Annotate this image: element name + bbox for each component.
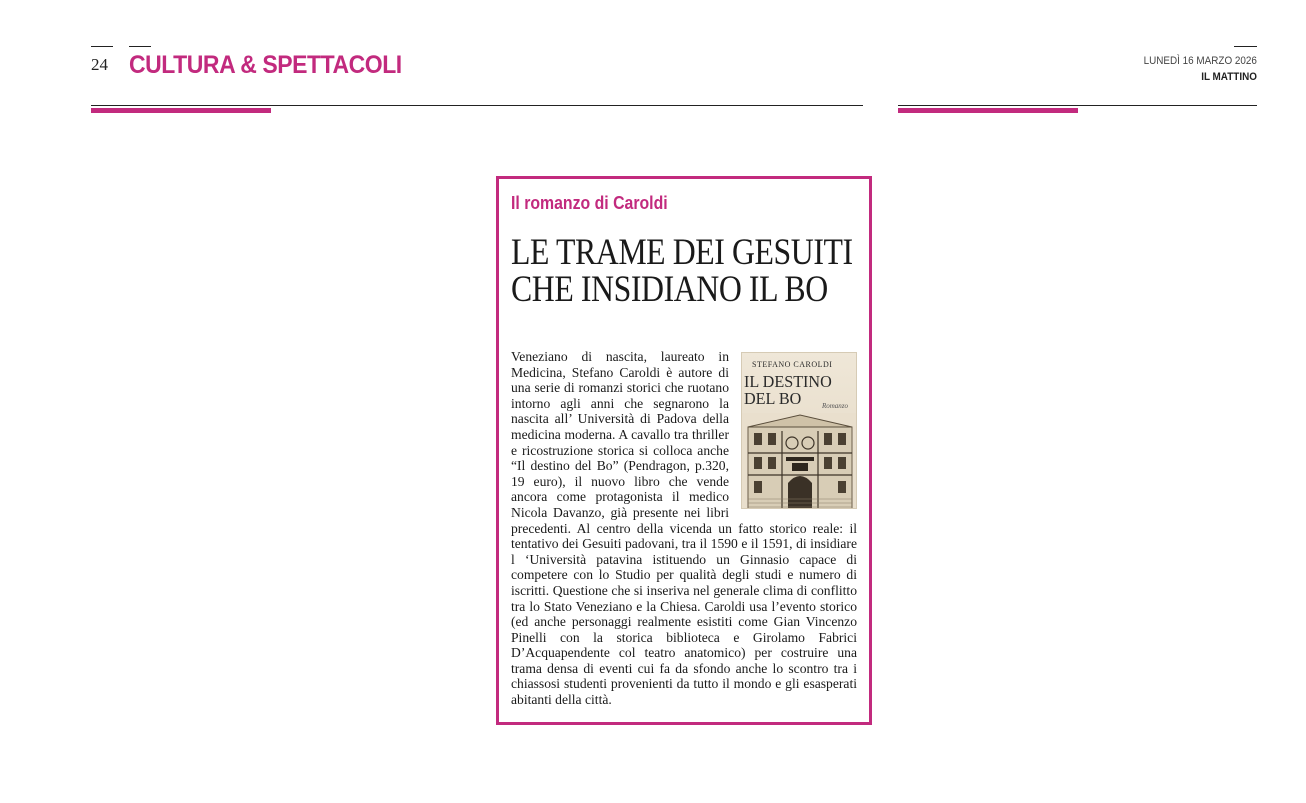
cover-title-line-2: DEL BO xyxy=(744,389,802,408)
article-body: Veneziano di nascita, laureato in Medicina, Stefano Caroldi è autore di una serie di romanzi storici che ruotano intorno agli anni che segnarono la nascita all’ Università di Padova della medicina moderna. A cavallo tra thriller e ricostruzione storica si colloca anche “Il destino del Bo” (Pendragon, p.320, 19 euro), il nuovo libro che vende ancora come protagonista il medico Nicola Davanzo, già presente nei libri precedenti. Al centro della vicenda un fatto storico reale: il tentativo dei Gesuiti padovani, tra il 1590 e il 1591, di insidiare l ‘Università patavina istituendo un Ginnasio capace di competere con lo Studio per qualità degli studi e numero di iscritti. Questione che si inseriva nel generale clima di conflitto tra lo Stato Veneziano e la Chiesa. Caroldi usa l’evento storico (ed anche personaggi realmente esistiti come Gian Vincenzo Pinelli con la storica biblioteca e Girolamo Fabrici D’Acquapendente col teatro anatomico) per costruire una trama densa di eventi cui fa da sfondo anche lo scontro tra i chiassosi studenti provenienti da tutto il mondo e gli esasperati abitanti della città. xyxy=(511,349,857,708)
cover-title xyxy=(744,373,832,407)
accent-bar-left xyxy=(91,108,271,113)
section-rule xyxy=(129,46,151,47)
page-number: 24 xyxy=(91,55,108,74)
page-number-rule xyxy=(91,46,113,47)
cover-subtitle: Romanzo xyxy=(821,402,848,410)
accent-bar-right xyxy=(898,108,1078,113)
issue-date: LUNEDÌ 16 MARZO 2026 xyxy=(1143,55,1257,67)
cover-author: STEFANO CAROLDI xyxy=(752,360,833,369)
article-body-container xyxy=(511,349,857,708)
article-kicker: Il romanzo di Caroldi xyxy=(511,193,668,213)
header-rule-right xyxy=(898,105,1257,106)
headline-line-2: CHE INSIDIANO IL BO xyxy=(511,269,828,310)
cover-palace-illustration xyxy=(742,413,857,509)
newspaper-name: IL MATTINO xyxy=(1201,71,1257,83)
article-box xyxy=(496,176,872,725)
section-title: CULTURA & SPETTACOLI xyxy=(129,51,402,79)
date-rule xyxy=(1234,46,1257,47)
article-headline xyxy=(511,234,872,308)
book-cover-image xyxy=(741,352,857,509)
header-rule-left xyxy=(91,105,863,106)
headline-line-1: LE TRAME DEI GESUITI xyxy=(511,232,853,273)
cover-title-line-1: IL DESTINO xyxy=(744,372,832,391)
